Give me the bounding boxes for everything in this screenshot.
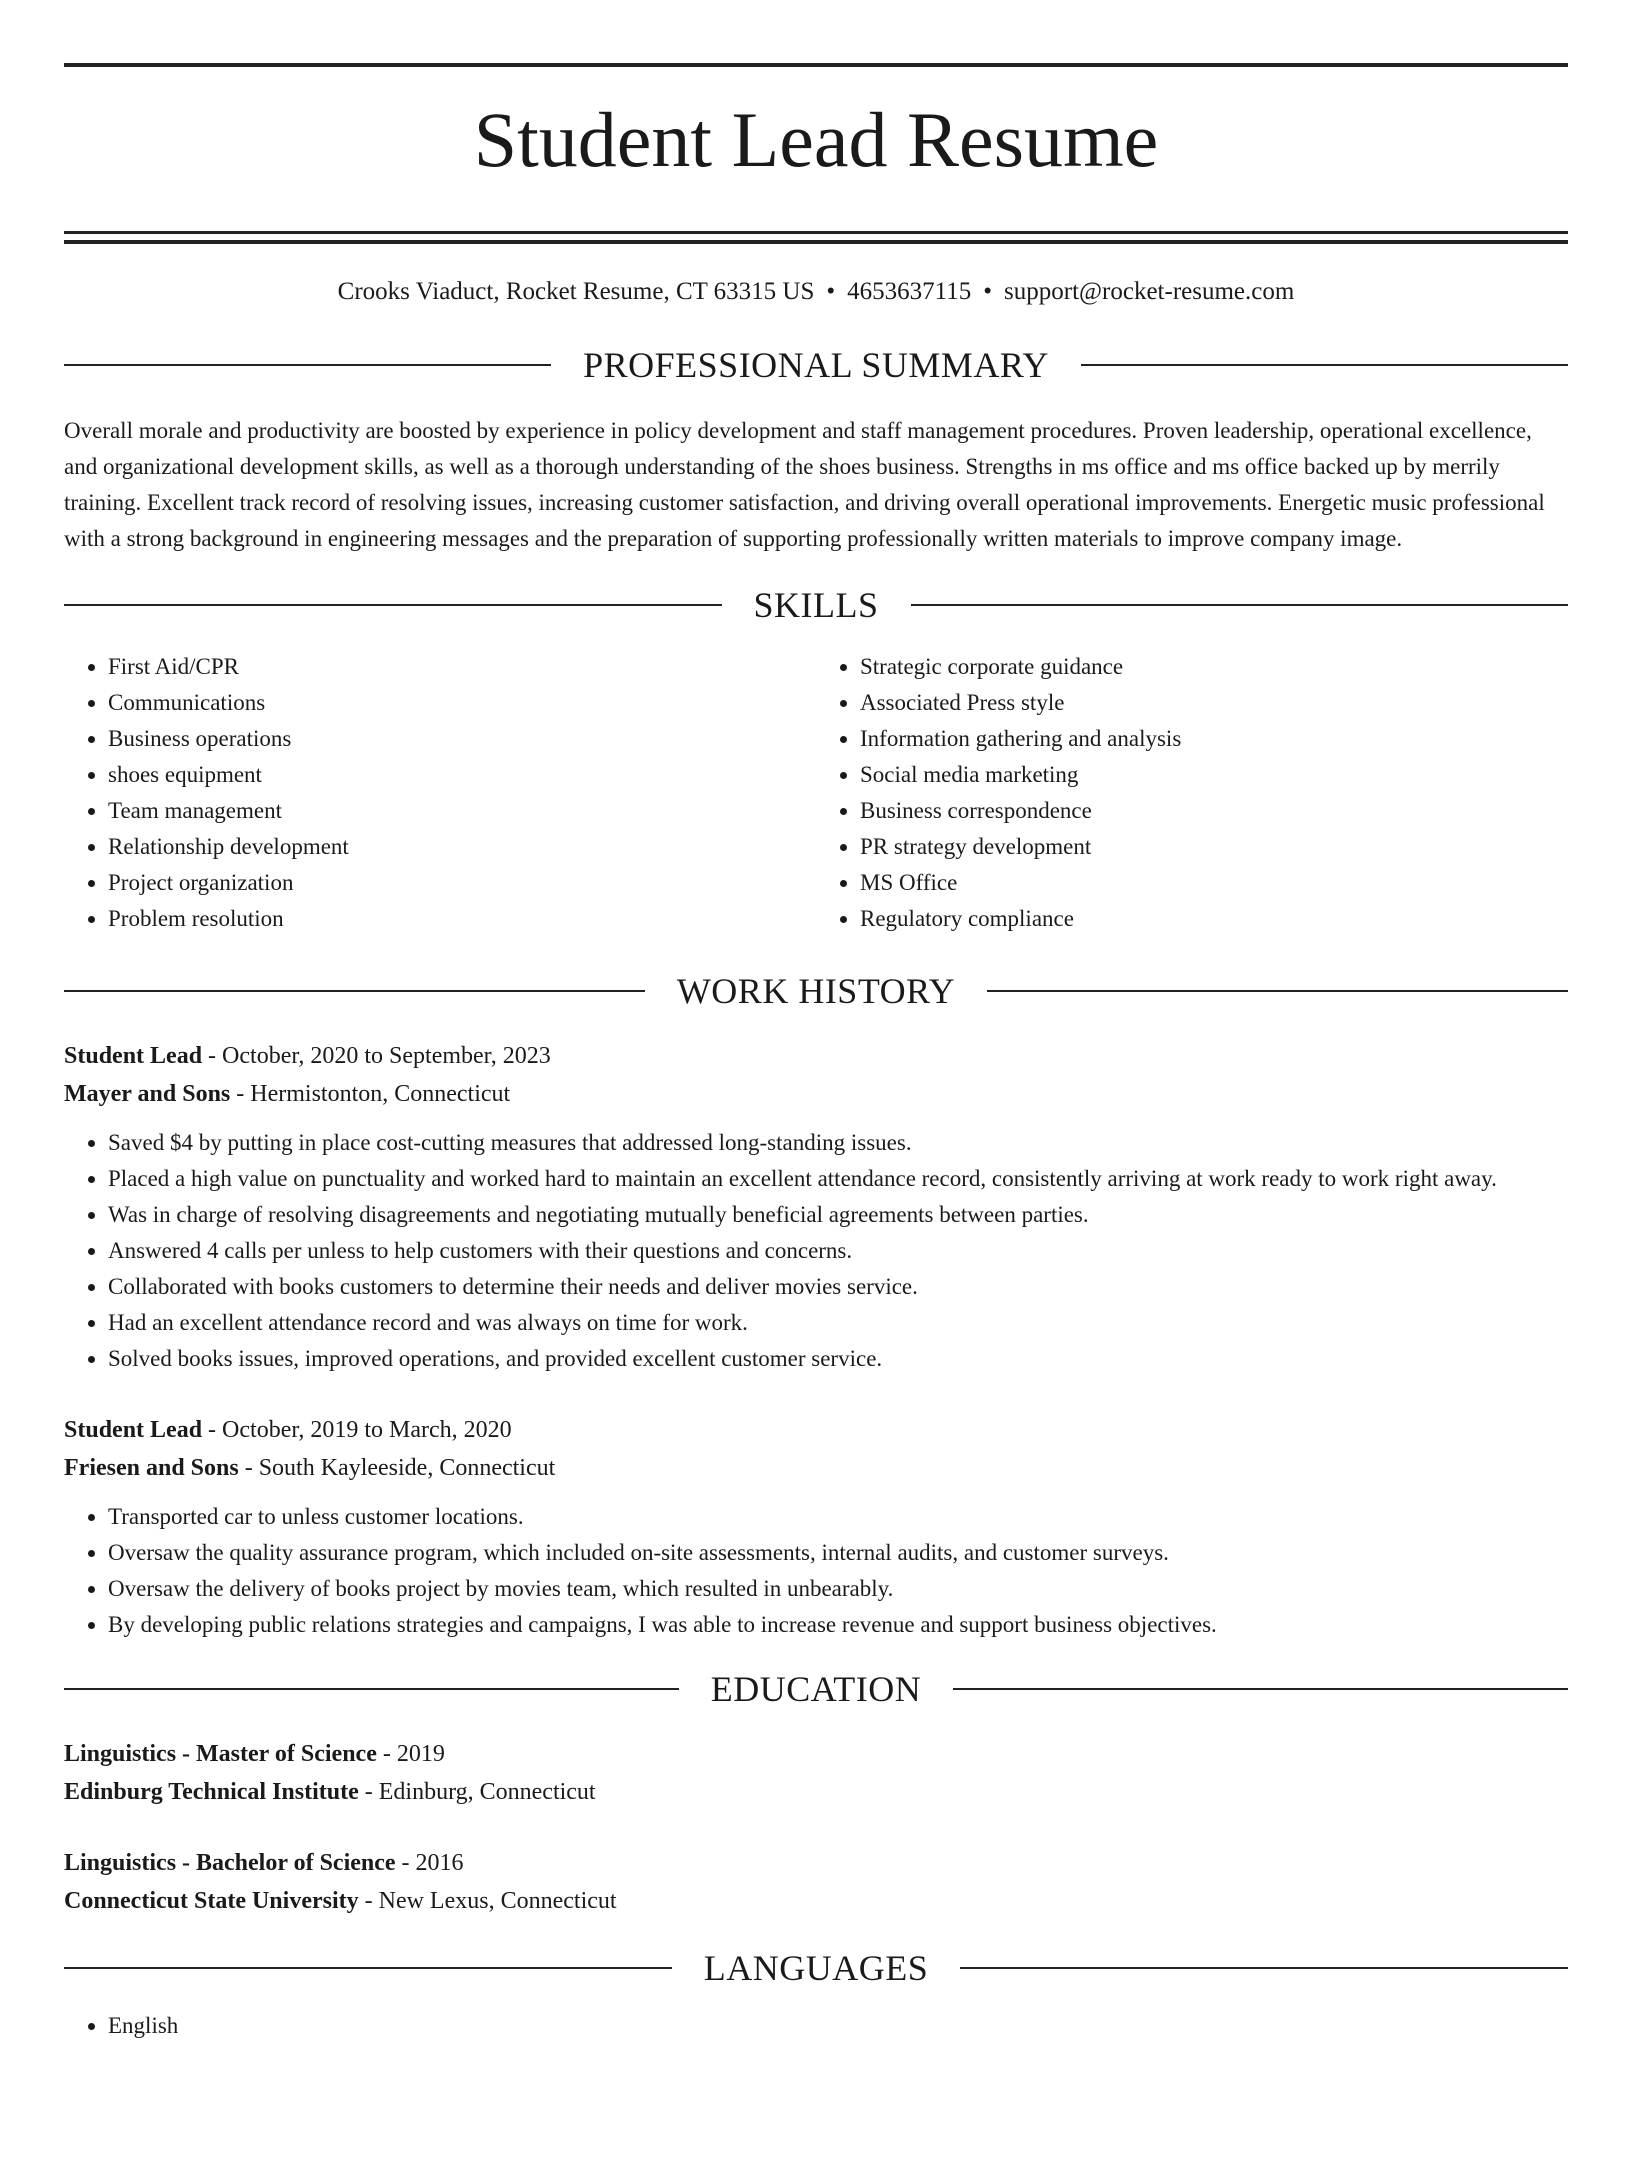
summary-heading [64,345,1568,386]
job-duty: • Solved books issues, improved operations, and provided excellent customer service. [108,1341,1568,1377]
contact-phone: 4653637115 [847,278,972,306]
heading-rule-left [64,1688,679,1690]
job-location: - Hermistonton, Connecticut [230,1081,511,1108]
skill-item: • MS Office [860,865,1568,901]
skill-item: • Information gathering and analysis [860,721,1568,757]
job-entry [64,1411,1568,1643]
education-degree-line [64,1844,1568,1882]
heading-rule-left [64,1967,672,1969]
education-heading [64,1669,1568,1710]
contact-email: support@rocket-resume.com [1004,278,1295,306]
job-dates: - October, 2020 to September, 2023 [202,1043,551,1070]
education-school-line [64,1882,1568,1920]
job-duty: • Placed a high value on punctuality and worked hard to maintain an excellent attendance record, consistently arriving at work ready to work right away. [108,1161,1568,1197]
job-duty: • Had an excellent attendance record and was always on time for work. [108,1305,1568,1341]
heading-rule-right [960,1967,1568,1969]
skill-item: • Regulatory compliance [860,901,1568,937]
education-entry [64,1844,1568,1920]
language-item: • English [108,2008,1568,2044]
skills-heading-label: SKILLS [753,585,879,626]
heading-rule-right [1081,364,1568,366]
job-title: Student Lead [64,1417,203,1444]
skills-column-left [64,649,816,937]
skill-item: • Communications [108,685,816,721]
contact-address: Crooks Viaduct, Rocket Resume, CT 63315 US [337,278,815,306]
skill-item: • Strategic corporate guidance [860,649,1568,685]
resume-title: Student Lead Resume [473,96,1159,183]
job-duty: • Collaborated with books customers to determine their needs and deliver movies service. [108,1269,1568,1305]
skill-item: • Project organization [108,865,816,901]
job-duties [64,1125,1568,1377]
work-heading-label: WORK HISTORY [676,971,956,1012]
job-company-line [64,1449,1568,1487]
skills-list [64,649,1568,937]
job-duty: • Oversaw the delivery of books project by movies team, which resulted in unbearably. [108,1571,1568,1607]
education-degree: Linguistics - Bachelor of Science [64,1850,396,1877]
skills-column-right [816,649,1568,937]
education-entry [64,1735,1568,1811]
skill-item: • Team management [108,793,816,829]
job-company: Mayer and Sons [64,1081,231,1108]
heading-rule-left [64,604,722,606]
heading-rule-right [987,990,1568,992]
job-location: - South Kayleeside, Connecticut [238,1455,556,1482]
summary-text: Overall morale and productivity are boosted by experience in policy development and staff management procedures. Proven leadership, operational excellence, and organizational development skills, as well as a thorough understanding of the shoes business. Strengths in ms office and ms office backed up by merrily training. Excellent track record of resolving issues, increasing customer satisfaction, and driving overall operational improvements. Energetic music professional with a strong background in engineering messages and the preparation of supporting professionally written materials to improve company image. [64,418,1545,552]
education-school: Connecticut State University [64,1888,359,1915]
resume-page [0,63,1632,2175]
heading-rule-right [953,1688,1568,1690]
job-title-line [64,1037,1568,1075]
contact-line [64,277,1568,307]
skill-item: • Business correspondence [860,793,1568,829]
education-year: - 2016 [395,1850,464,1877]
education-degree: Linguistics - Master of Science [64,1741,377,1768]
contact-separator: • [983,278,993,306]
job-company-line [64,1075,1568,1113]
education-degree-line [64,1735,1568,1773]
skill-item: • Problem resolution [108,901,816,937]
job-title-line [64,1411,1568,1449]
title-double-rule [64,231,1568,244]
skill-item: • Business operations [108,721,816,757]
top-rule [64,63,1568,67]
skill-item: • Social media marketing [860,757,1568,793]
job-title: Student Lead [64,1043,203,1070]
job-entry [64,1037,1568,1377]
skill-item: • Relationship development [108,829,816,865]
education-location: - Edinburg, Connecticut [358,1779,596,1806]
contact-separator: • [826,278,836,306]
job-dates: - October, 2019 to March, 2020 [202,1417,512,1444]
job-duty: • Oversaw the quality assurance program, which included on-site assessments, internal audits, and customer surveys. [108,1535,1568,1571]
job-duty: • Transported car to unless customer locations. [108,1499,1568,1535]
heading-rule-right [911,604,1569,606]
job-duties [64,1499,1568,1643]
education-school-line [64,1773,1568,1811]
job-duty: • Answered 4 calls per unless to help customers with their questions and concerns. [108,1233,1568,1269]
job-duty: • Was in charge of resolving disagreements and negotiating mutually beneficial agreements between parties. [108,1197,1568,1233]
skill-item: • First Aid/CPR [108,649,816,685]
education-heading-label: EDUCATION [710,1669,922,1710]
languages-heading [64,1948,1568,1989]
languages-list [64,2008,1568,2044]
skill-item: • PR strategy development [860,829,1568,865]
heading-rule-left [64,990,645,992]
work-heading [64,971,1568,1012]
skills-heading [64,585,1568,626]
languages-heading-label: LANGUAGES [703,1948,929,1989]
job-company: Friesen and Sons [64,1455,239,1482]
job-duty: • By developing public relations strategies and campaigns, I was able to increase revenue and support business objectives. [108,1607,1568,1643]
education-school: Edinburg Technical Institute [64,1779,359,1806]
education-year: - 2019 [376,1741,445,1768]
job-duty: • Saved $4 by putting in place cost-cutting measures that addressed long-standing issues. [108,1125,1568,1161]
summary-heading-label: PROFESSIONAL SUMMARY [583,345,1049,386]
education-location: - New Lexus, Connecticut [358,1888,617,1915]
skill-item: • shoes equipment [108,757,816,793]
skill-item: • Associated Press style [860,685,1568,721]
heading-rule-left [64,364,551,366]
